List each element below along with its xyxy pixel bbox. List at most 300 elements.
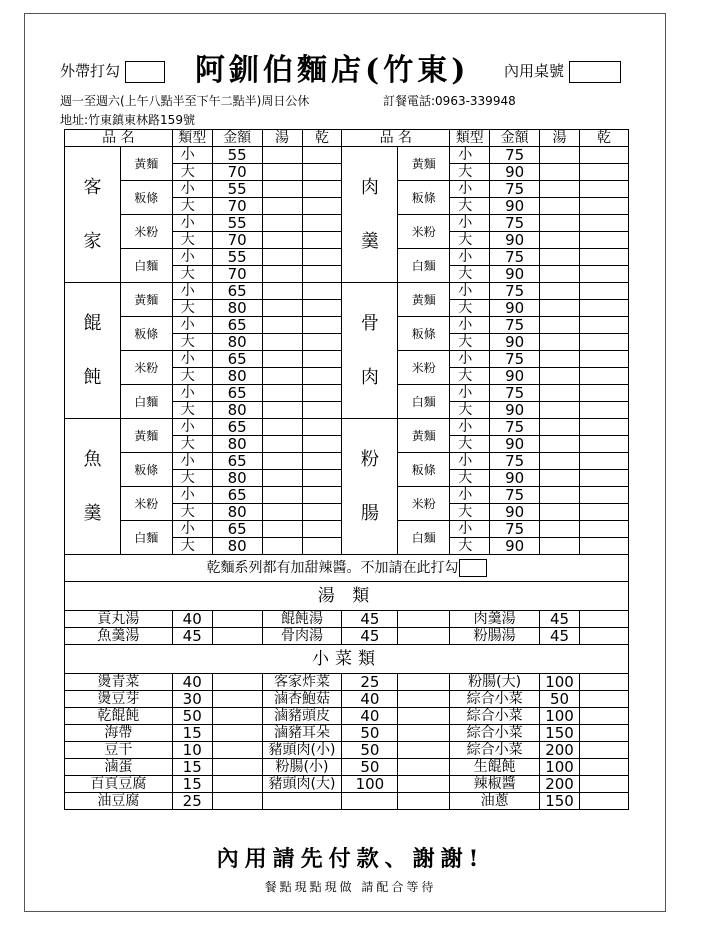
dish-category — [65, 419, 121, 555]
footer-subnotice: 餐點現點現做 請配合等待 — [264, 880, 437, 894]
noodle-type: 粄條 — [398, 317, 450, 351]
size-label: 小 — [450, 249, 490, 266]
noodle-type: 米粉 — [120, 487, 172, 521]
dry-qty-cell[interactable] — [580, 164, 629, 181]
price: 90 — [490, 164, 540, 181]
dry-qty-cell[interactable] — [302, 521, 342, 538]
price: 55 — [212, 215, 262, 232]
qty-cell[interactable] — [212, 725, 262, 742]
noodle-type: 黃麵 — [398, 283, 450, 317]
dry-qty-cell[interactable] — [580, 147, 629, 164]
qty-cell[interactable] — [398, 776, 450, 793]
item-name: 魚羹湯 — [65, 628, 173, 645]
item-name: 綜合小菜 — [450, 691, 540, 708]
size-label: 小 — [172, 487, 212, 504]
dish-category-char: 家 — [83, 230, 102, 252]
qty-cell[interactable] — [398, 691, 450, 708]
menu-row — [65, 674, 629, 691]
menu-row — [65, 691, 629, 708]
item-price: 45 — [540, 628, 580, 645]
item-price: 15 — [172, 759, 212, 776]
size-label: 小 — [450, 317, 490, 334]
sides-section-title: 小菜類 — [65, 645, 629, 674]
soup-qty-cell[interactable] — [540, 181, 580, 198]
qty-cell[interactable] — [580, 776, 629, 793]
size-label: 小 — [172, 283, 212, 300]
noodle-type: 黃麵 — [398, 147, 450, 181]
price: 70 — [212, 164, 262, 181]
price: 75 — [490, 419, 540, 436]
dry-qty-cell[interactable] — [302, 300, 342, 317]
takeout-checkbox-area — [60, 60, 165, 83]
item-name: 豬頭肉(小) — [262, 742, 342, 759]
qty-cell[interactable] — [212, 759, 262, 776]
sauce-note — [65, 555, 629, 582]
shop-title: 阿釧伯麵店(竹東) — [195, 53, 470, 88]
dry-qty-cell[interactable] — [580, 198, 629, 215]
noodle-type: 粄條 — [398, 181, 450, 215]
size-label: 大 — [172, 402, 212, 419]
item-name: 餛飩湯 — [262, 611, 342, 628]
item-price: 200 — [540, 742, 580, 759]
qty-cell[interactable] — [398, 725, 450, 742]
qty-cell[interactable] — [398, 674, 450, 691]
noodle-type: 米粉 — [398, 351, 450, 385]
soup-qty-cell[interactable] — [262, 300, 302, 317]
size-label: 大 — [450, 402, 490, 419]
qty-cell[interactable] — [580, 759, 629, 776]
item-name: 生餛飩 — [450, 759, 540, 776]
item-price: 25 — [342, 674, 398, 691]
soup-qty-cell[interactable] — [262, 436, 302, 453]
soup-qty-cell[interactable] — [262, 538, 302, 555]
price: 90 — [490, 436, 540, 453]
dry-qty-cell[interactable] — [302, 504, 342, 521]
qty-cell[interactable] — [212, 742, 262, 759]
item-name: 滷豬耳朵 — [262, 725, 342, 742]
soup-qty-cell[interactable] — [540, 487, 580, 504]
qty-cell[interactable] — [580, 793, 629, 810]
size-label: 大 — [172, 538, 212, 555]
noodle-type: 黃麵 — [120, 283, 172, 317]
dry-qty-cell[interactable] — [580, 317, 629, 334]
price: 65 — [212, 521, 262, 538]
price: 65 — [212, 487, 262, 504]
qty-cell[interactable] — [398, 793, 450, 810]
soup-qty-cell[interactable] — [540, 453, 580, 470]
price: 80 — [212, 402, 262, 419]
soup-qty-cell[interactable] — [540, 470, 580, 487]
price: 65 — [212, 283, 262, 300]
dry-qty-cell[interactable] — [302, 334, 342, 351]
col-dry: 乾 — [302, 130, 342, 147]
dry-qty-cell[interactable] — [302, 368, 342, 385]
soup-qty-cell[interactable] — [540, 300, 580, 317]
dry-qty-cell[interactable] — [580, 351, 629, 368]
soup-qty-cell[interactable] — [540, 147, 580, 164]
soup-qty-cell[interactable] — [540, 317, 580, 334]
soup-qty-cell[interactable] — [540, 436, 580, 453]
soup-qty-cell[interactable] — [540, 164, 580, 181]
dish-category-char: 肉 — [360, 176, 379, 198]
item-price: 45 — [342, 628, 398, 645]
dry-qty-cell[interactable] — [302, 198, 342, 215]
size-label: 小 — [172, 521, 212, 538]
soup-qty-cell[interactable] — [540, 504, 580, 521]
dish-category-char: 羹 — [360, 230, 379, 252]
menu-row — [65, 742, 629, 759]
menu-row — [65, 759, 629, 776]
dry-qty-cell[interactable] — [580, 300, 629, 317]
takeout-checkbox[interactable] — [125, 61, 165, 83]
item-price: 45 — [540, 611, 580, 628]
item-name: 骨肉湯 — [262, 628, 342, 645]
dry-qty-cell[interactable] — [580, 385, 629, 402]
size-label: 小 — [450, 385, 490, 402]
soups-section-title: 湯 類 — [65, 582, 629, 611]
soup-qty-cell[interactable] — [540, 334, 580, 351]
soup-qty-cell[interactable] — [262, 385, 302, 402]
price: 75 — [490, 385, 540, 402]
takeout-label: 外帶打勾 — [60, 62, 121, 80]
item-price: 150 — [540, 793, 580, 810]
item-price: 40 — [342, 708, 398, 725]
size-label: 大 — [450, 470, 490, 487]
col-price: 金額 — [490, 130, 540, 147]
size-label: 大 — [172, 266, 212, 283]
noodle-type: 白麵 — [398, 249, 450, 283]
item-price: 45 — [172, 628, 212, 645]
soup-qty-cell[interactable] — [540, 215, 580, 232]
item-name: 豬頭肉(大) — [262, 776, 342, 793]
soup-qty-cell[interactable] — [540, 249, 580, 266]
price: 75 — [490, 249, 540, 266]
soup-qty-cell[interactable] — [262, 402, 302, 419]
size-label: 大 — [172, 504, 212, 521]
size-label: 大 — [172, 164, 212, 181]
price: 80 — [212, 470, 262, 487]
col-soup: 湯 — [540, 130, 580, 147]
dry-qty-cell[interactable] — [580, 504, 629, 521]
item-name: 燙豆芽 — [65, 691, 173, 708]
dry-qty-cell[interactable] — [302, 181, 342, 198]
dry-qty-cell[interactable] — [302, 249, 342, 266]
soup-qty-cell[interactable] — [262, 181, 302, 198]
soup-qty-cell[interactable] — [540, 351, 580, 368]
dish-category-char: 羹 — [83, 502, 102, 524]
price: 75 — [490, 181, 540, 198]
item-name: 滷杏鮑菇 — [262, 691, 342, 708]
dry-qty-cell[interactable] — [580, 436, 629, 453]
noodle-type: 黃麵 — [120, 147, 172, 181]
dish-category-char: 客 — [83, 176, 102, 198]
price: 90 — [490, 266, 540, 283]
size-label: 大 — [450, 504, 490, 521]
menu-row — [65, 419, 629, 436]
item-name: 粉腸(大) — [450, 674, 540, 691]
dry-qty-cell[interactable] — [580, 538, 629, 555]
dry-qty-cell[interactable] — [580, 453, 629, 470]
soup-qty-cell[interactable] — [262, 266, 302, 283]
soup-qty-cell[interactable] — [262, 504, 302, 521]
dry-qty-cell[interactable] — [580, 249, 629, 266]
qty-cell[interactable] — [398, 611, 450, 628]
item-price: 50 — [172, 708, 212, 725]
price: 75 — [490, 283, 540, 300]
dry-qty-cell[interactable] — [580, 419, 629, 436]
soup-qty-cell[interactable] — [262, 368, 302, 385]
noodle-type: 粄條 — [120, 317, 172, 351]
dish-category — [342, 147, 398, 283]
item-price: 50 — [342, 742, 398, 759]
soup-qty-cell[interactable] — [540, 538, 580, 555]
soup-qty-cell[interactable] — [262, 317, 302, 334]
dry-qty-cell[interactable] — [302, 538, 342, 555]
price: 90 — [490, 504, 540, 521]
qty-cell[interactable] — [398, 628, 450, 645]
dry-qty-cell[interactable] — [580, 521, 629, 538]
table-number-field[interactable] — [569, 61, 621, 83]
qty-cell[interactable] — [212, 691, 262, 708]
price: 80 — [212, 436, 262, 453]
no-sauce-checkbox[interactable] — [459, 559, 487, 577]
price: 75 — [490, 351, 540, 368]
size-label: 大 — [450, 266, 490, 283]
item-price: 10 — [172, 742, 212, 759]
size-label: 小 — [450, 283, 490, 300]
item-price: 15 — [172, 725, 212, 742]
qty-cell[interactable] — [212, 628, 262, 645]
item-name: 肉羹湯 — [450, 611, 540, 628]
item-name: 滷蛋 — [65, 759, 173, 776]
dry-qty-cell[interactable] — [302, 436, 342, 453]
size-label: 小 — [450, 181, 490, 198]
soup-qty-cell[interactable] — [262, 147, 302, 164]
menu-header-row — [65, 130, 629, 147]
dry-qty-cell[interactable] — [580, 402, 629, 419]
size-label: 大 — [450, 164, 490, 181]
qty-cell[interactable] — [398, 708, 450, 725]
size-label: 小 — [450, 487, 490, 504]
soup-qty-cell[interactable] — [262, 283, 302, 300]
soup-qty-cell[interactable] — [540, 402, 580, 419]
soup-qty-cell[interactable] — [262, 198, 302, 215]
qty-cell[interactable] — [580, 691, 629, 708]
noodle-type: 白麵 — [398, 521, 450, 555]
soup-qty-cell[interactable] — [540, 266, 580, 283]
dish-category-char: 飩 — [83, 366, 102, 388]
qty-cell[interactable] — [212, 776, 262, 793]
price: 65 — [212, 317, 262, 334]
soup-qty-cell[interactable] — [262, 521, 302, 538]
qty-cell[interactable] — [212, 611, 262, 628]
soup-qty-cell[interactable] — [540, 368, 580, 385]
item-name: 海帶 — [65, 725, 173, 742]
dry-qty-cell[interactable] — [302, 232, 342, 249]
soup-qty-cell[interactable] — [262, 419, 302, 436]
price: 75 — [490, 487, 540, 504]
menu-row — [65, 725, 629, 742]
noodle-type: 白麵 — [120, 249, 172, 283]
price: 55 — [212, 181, 262, 198]
qty-cell[interactable] — [580, 725, 629, 742]
soup-qty-cell[interactable] — [262, 232, 302, 249]
size-label: 大 — [172, 368, 212, 385]
col-item: 品 名 — [65, 130, 173, 147]
soup-qty-cell[interactable] — [262, 453, 302, 470]
dry-qty-cell[interactable] — [580, 334, 629, 351]
item-name: 貢丸湯 — [65, 611, 173, 628]
price: 80 — [212, 300, 262, 317]
soup-qty-cell[interactable] — [262, 334, 302, 351]
dry-qty-cell[interactable] — [580, 181, 629, 198]
item-price: 100 — [540, 674, 580, 691]
noodle-type: 黃麵 — [398, 419, 450, 453]
price: 80 — [212, 334, 262, 351]
order-phone: 訂餐電話:0963-339948 — [383, 94, 516, 108]
price: 75 — [490, 453, 540, 470]
item-name: 粉腸(小) — [262, 759, 342, 776]
dry-qty-cell[interactable] — [580, 232, 629, 249]
item-name: 綜合小菜 — [450, 725, 540, 742]
soup-qty-cell[interactable] — [262, 470, 302, 487]
qty-cell[interactable] — [212, 674, 262, 691]
dry-qty-cell[interactable] — [302, 164, 342, 181]
item-price: 25 — [172, 793, 212, 810]
size-label: 大 — [450, 436, 490, 453]
soup-qty-cell[interactable] — [540, 232, 580, 249]
dry-qty-cell[interactable] — [302, 487, 342, 504]
size-label: 小 — [450, 521, 490, 538]
qty-cell[interactable] — [580, 611, 629, 628]
col-type: 類型 — [450, 130, 490, 147]
qty-cell[interactable] — [212, 708, 262, 725]
size-label: 小 — [172, 181, 212, 198]
item-price: 100 — [540, 759, 580, 776]
dry-qty-cell[interactable] — [302, 147, 342, 164]
size-label: 大 — [450, 538, 490, 555]
size-label: 大 — [450, 300, 490, 317]
qty-cell[interactable] — [580, 628, 629, 645]
size-label: 小 — [172, 147, 212, 164]
dry-qty-cell[interactable] — [302, 453, 342, 470]
noodle-type: 粄條 — [120, 181, 172, 215]
item-price: 30 — [172, 691, 212, 708]
item-price: 50 — [342, 725, 398, 742]
price: 70 — [212, 266, 262, 283]
menu-row — [65, 793, 629, 810]
soup-qty-cell[interactable] — [262, 487, 302, 504]
qty-cell[interactable] — [398, 742, 450, 759]
col-item: 品 名 — [342, 130, 450, 147]
dry-qty-cell[interactable] — [302, 351, 342, 368]
dish-category-char: 肉 — [360, 366, 379, 388]
item-price: 15 — [172, 776, 212, 793]
soup-qty-cell[interactable] — [262, 249, 302, 266]
item-name: 豆干 — [65, 742, 173, 759]
price: 75 — [490, 317, 540, 334]
soup-qty-cell[interactable] — [540, 419, 580, 436]
item-price — [342, 793, 398, 810]
price: 90 — [490, 402, 540, 419]
dry-qty-cell[interactable] — [580, 215, 629, 232]
price: 90 — [490, 300, 540, 317]
soup-qty-cell[interactable] — [540, 283, 580, 300]
dry-qty-cell[interactable] — [302, 283, 342, 300]
price: 75 — [490, 521, 540, 538]
item-name: 乾餛飩 — [65, 708, 173, 725]
price: 90 — [490, 368, 540, 385]
dry-qty-cell[interactable] — [302, 419, 342, 436]
dry-qty-cell[interactable] — [302, 215, 342, 232]
footer-notice: 內用請先付款、謝謝! — [216, 846, 485, 872]
price: 55 — [212, 249, 262, 266]
dry-qty-cell[interactable] — [302, 385, 342, 402]
price: 65 — [212, 351, 262, 368]
item-price: 40 — [172, 611, 212, 628]
size-label: 小 — [172, 215, 212, 232]
soup-qty-cell[interactable] — [262, 215, 302, 232]
dry-qty-cell[interactable] — [580, 266, 629, 283]
dry-qty-cell[interactable] — [302, 470, 342, 487]
soup-qty-cell[interactable] — [262, 164, 302, 181]
size-label: 小 — [172, 385, 212, 402]
dry-qty-cell[interactable] — [580, 470, 629, 487]
noodle-type: 粄條 — [398, 453, 450, 487]
price: 75 — [490, 147, 540, 164]
col-soup: 湯 — [262, 130, 302, 147]
price: 80 — [212, 368, 262, 385]
soup-qty-cell[interactable] — [540, 521, 580, 538]
dry-qty-cell[interactable] — [580, 283, 629, 300]
soup-qty-cell[interactable] — [540, 198, 580, 215]
menu-row — [65, 776, 629, 793]
size-label: 小 — [450, 215, 490, 232]
soup-qty-cell[interactable] — [262, 351, 302, 368]
dry-qty-cell[interactable] — [302, 317, 342, 334]
dry-qty-cell[interactable] — [302, 402, 342, 419]
item-name — [262, 793, 342, 810]
dish-category — [65, 147, 121, 283]
noodle-type: 米粉 — [398, 487, 450, 521]
menu-table — [64, 129, 629, 810]
qty-cell[interactable] — [398, 759, 450, 776]
size-label: 小 — [172, 249, 212, 266]
qty-cell[interactable] — [580, 742, 629, 759]
soup-qty-cell[interactable] — [540, 385, 580, 402]
size-label: 大 — [172, 232, 212, 249]
price: 65 — [212, 385, 262, 402]
qty-cell[interactable] — [212, 793, 262, 810]
item-price: 200 — [540, 776, 580, 793]
price: 65 — [212, 453, 262, 470]
size-label: 小 — [450, 147, 490, 164]
item-name: 滷豬頭皮 — [262, 708, 342, 725]
dry-qty-cell[interactable] — [302, 266, 342, 283]
size-label: 大 — [172, 300, 212, 317]
item-price: 45 — [342, 611, 398, 628]
size-label: 大 — [450, 232, 490, 249]
qty-cell[interactable] — [580, 674, 629, 691]
opening-hours: 週一至週六(上午八點半至下午二點半)周日公休 — [60, 94, 310, 108]
qty-cell[interactable] — [580, 708, 629, 725]
price: 75 — [490, 215, 540, 232]
col-price: 金額 — [212, 130, 262, 147]
dish-category-char: 魚 — [83, 448, 102, 470]
dry-qty-cell[interactable] — [580, 368, 629, 385]
dry-qty-cell[interactable] — [580, 487, 629, 504]
noodle-type: 米粉 — [120, 215, 172, 249]
